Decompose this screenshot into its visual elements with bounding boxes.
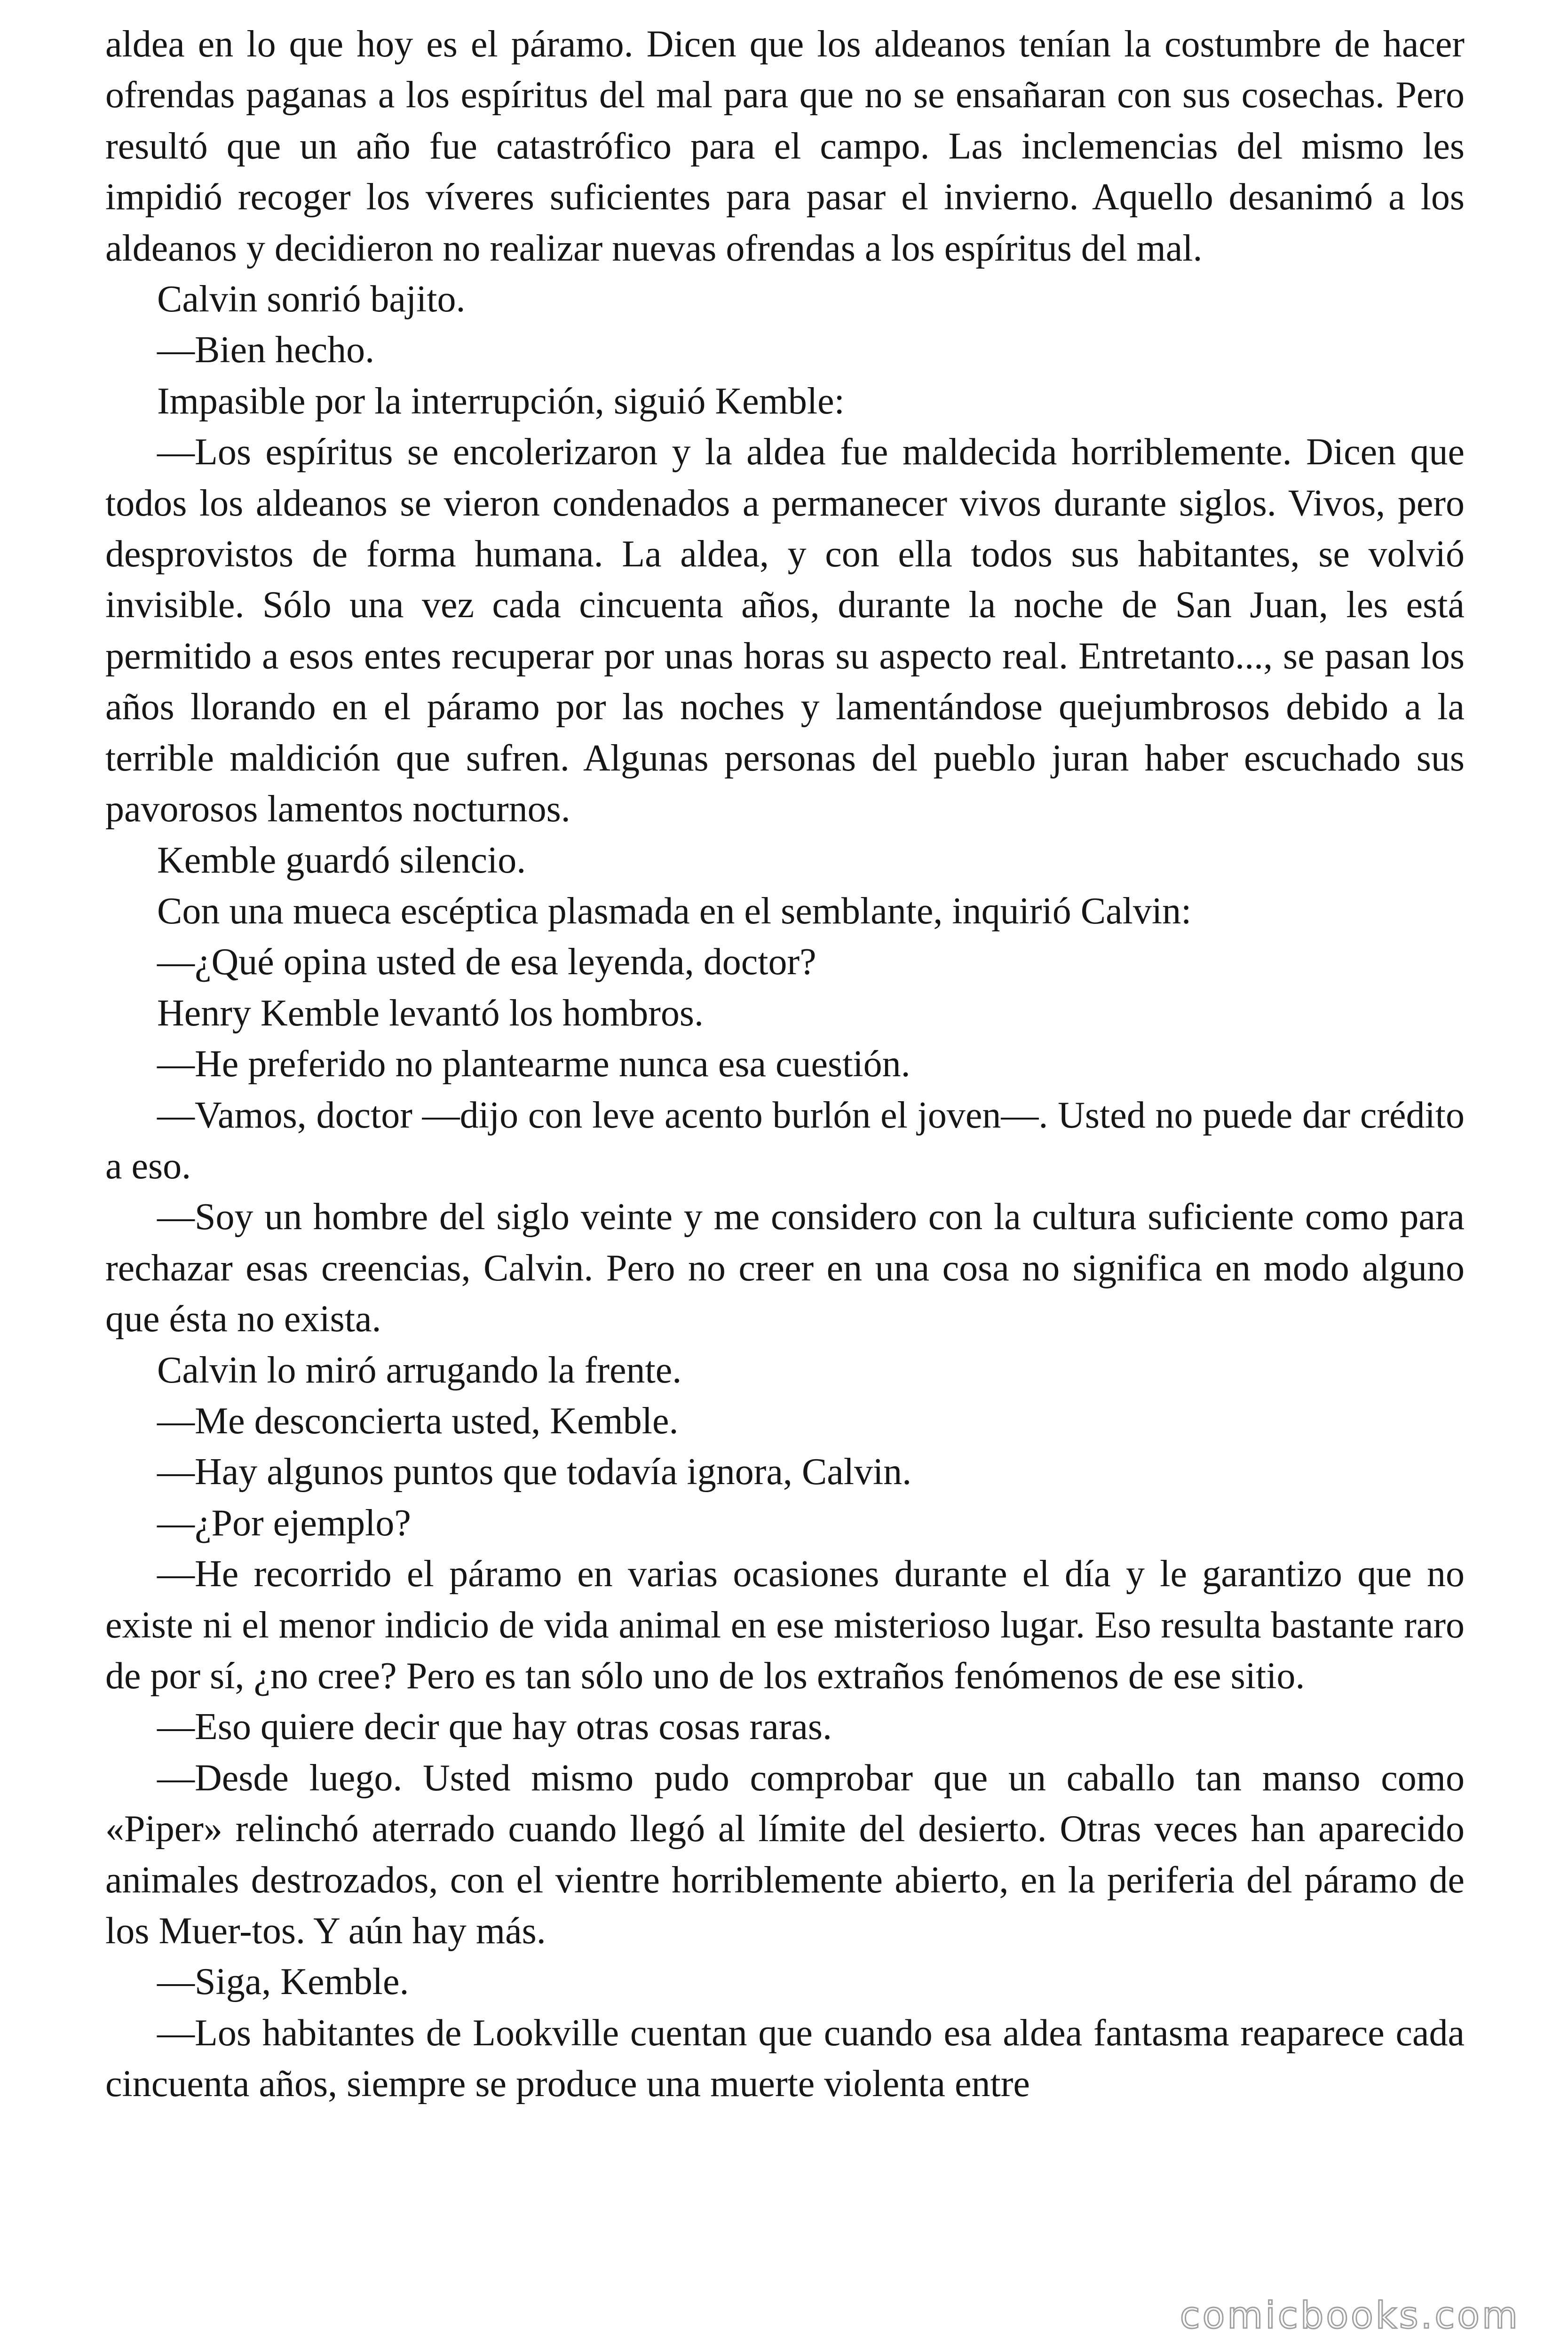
paragraph: —He recorrido el páramo en varias ocasiones durante el día y le garantizo que no existe ni el menor indicio de vida animal en ese misterioso lugar. Eso resulta bastante raro de por sí, ¿no cree? Pero es tan sólo uno de los extraños fenómenos de ese sitio. xyxy=(105,1553,1465,1697)
paragraph: Impasible por la interrupción, siguió Kemble: xyxy=(157,380,845,422)
paragraph: —Siga, Kemble. xyxy=(157,1961,409,2003)
paragraph: —Eso quiere decir que hay otras cosas raras. xyxy=(157,1706,832,1748)
paragraph: —Vamos, doctor —dijo con leve acento burlón el joven—. Usted no puede dar crédito a eso. xyxy=(105,1094,1465,1187)
paragraph: —Bien hecho. xyxy=(157,329,375,371)
paragraph: —Los espíritus se encolerizaron y la aldea fue maldecida horriblemente. Dicen que todos los aldeanos se vieron condenados a permanecer vivos durante siglos. Vivos, pero desprovistos de forma humana. La aldea, y con ella todos sus habitantes, se volvió invisible. Sólo una vez cada cincuenta años, durante la noche de San Juan, les está permitido a esos entes recuperar por unas horas su aspecto real. Entretanto..., se pasan los años llorando en el páramo por las noches y lamentándose quejumbrosos debido a la terrible maldición que sufren. Algunas personas del pueblo juran haber escuchado sus pavorosos lamentos nocturnos. xyxy=(105,431,1465,830)
paragraph: Kemble guardó silencio. xyxy=(157,839,526,881)
paragraph: —¿Por ejemplo? xyxy=(157,1502,411,1544)
paragraph: Henry Kemble levantó los hombros. xyxy=(157,992,704,1034)
paragraph: —Desde luego. Usted mismo pudo comprobar que un caballo tan manso como «Piper» relinchó aterrado cuando llegó al límite del desierto. Otras veces han aparecido animales destrozados, con el vientre horriblemente abierto, en la periferia del páramo de los Muer-tos. Y aún hay más. xyxy=(105,1757,1465,1952)
paragraph: —He preferido no plantearme nunca esa cuestión. xyxy=(157,1043,911,1085)
paragraph: —Me desconcierta usted, Kemble. xyxy=(157,1400,679,1442)
paragraph: —Los habitantes de Lookville cuentan que cuando esa aldea fantasma reaparece cada cincuenta años, siempre se produce una muerte violenta entre xyxy=(105,2012,1465,2105)
paragraph: Calvin sonrió bajito. xyxy=(157,278,466,320)
paragraph: aldea en lo que hoy es el páramo. Dicen que los aldeanos tenían la costumbre de hacer ofrendas paganas a los espíritus del mal para que no se ensañaran con sus cosechas. Pero resultó que un año fue catastrófico para el campo. Las inclemencias del mismo les impidió recoger los víveres suficientes para pasar el invierno. Aquello desanimó a los aldeanos y decidieron no realizar nuevas ofrendas a los espíritus del mal. xyxy=(105,24,1465,269)
watermark: comicbooks.com xyxy=(1180,2295,1520,2337)
paragraph: Calvin lo miró arrugando la frente. xyxy=(157,1349,682,1391)
page-text xyxy=(105,19,1465,2110)
paragraph: —¿Qué opina usted de esa leyenda, doctor? xyxy=(157,941,816,983)
paragraph: Con una mueca escéptica plasmada en el semblante, inquirió Calvin: xyxy=(157,890,1192,932)
paragraph: —Hay algunos puntos que todavía ignora, Calvin. xyxy=(157,1451,912,1493)
paragraph: —Soy un hombre del siglo veinte y me considero con la cultura suficiente como para rechazar esas creencias, Calvin. Pero no creer en una cosa no significa en modo alguno que ésta no exista. xyxy=(105,1196,1465,1340)
